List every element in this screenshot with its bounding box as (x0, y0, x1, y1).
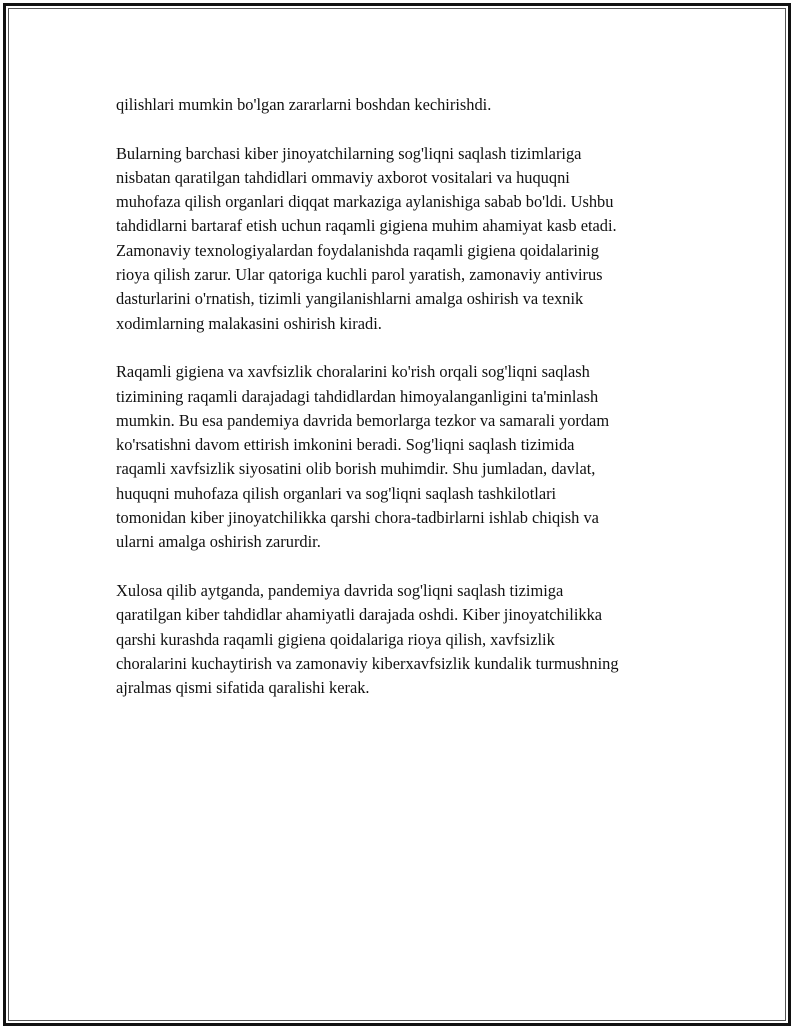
paragraph-continuation: qilishlari mumkin bo'lgan zararlarni boshdan kechirishdi. (116, 95, 492, 114)
paragraph-digital-hygiene: Raqamli gigiena va xavfsizlik choralarini ko'rish orqali sog'liqni saqlash tizimining raqamli darajadagi tahdidlardan himoyalanganligini ta'minlash mumkin. Bu esa pandemiya davrida bemorlarga tezkor va samarali yordam ko'rsatishni davom ettirish imkonini beradi. Sog'liqni saqlash tizimida raqamli xavfsizlik siyosatini olib borish muhimdir. Shu jumladan, davlat, huquqni muhofaza qilish organlari va sog'liqni saqlash tashkilotlari tomonidan kiber jinoyatchilikka qarshi chora-tadbirlarni ishlab chiqish va ularni amalga oshirish zarurdir. (116, 362, 610, 552)
document-body (116, 93, 706, 725)
paragraph-conclusion: Xulosa qilib aytganda, pandemiya davrida sog'liqni saqlash tizimiga qaratilgan kiber tahdidlar ahamiyatli darajada oshdi. Kiber jinoyatchilikka qarshi kurashda raqamli gigiena qoidalariga rioya qilish, xavfsizlik choralarini kuchaytirish va zamonaviy kiberxavfsizlik kundalik turmushning ajralmas qismi sifatida qaralishi kerak. (116, 580, 619, 698)
paragraph-cyber-threats: Bularning barchasi kiber jinoyatchilarning sog'liqni saqlash tizimlariga nisbatan qaratilgan tahdidlari ommaviy axborot vositalari va huquqni muhofaza qilish organlari diqqat markaziga aylanishiga sabab bo'ldi. Ushbu tahdidlarni bartaraf etish uchun raqamli gigiena muhim ahamiyat kasb etadi. Zamonaviy texnologiyalardan foydalanishda raqamli gigiena qoidalarinig rioya qilish zarur. Ular qatoriga kuchli parol yaratish, zamonaviy antivirus dasturlarini o'rnatish, tizimli yangilanishlarni amalga oshirish va texnik xodimlarning malakasini oshirish kiradi. (116, 143, 617, 333)
